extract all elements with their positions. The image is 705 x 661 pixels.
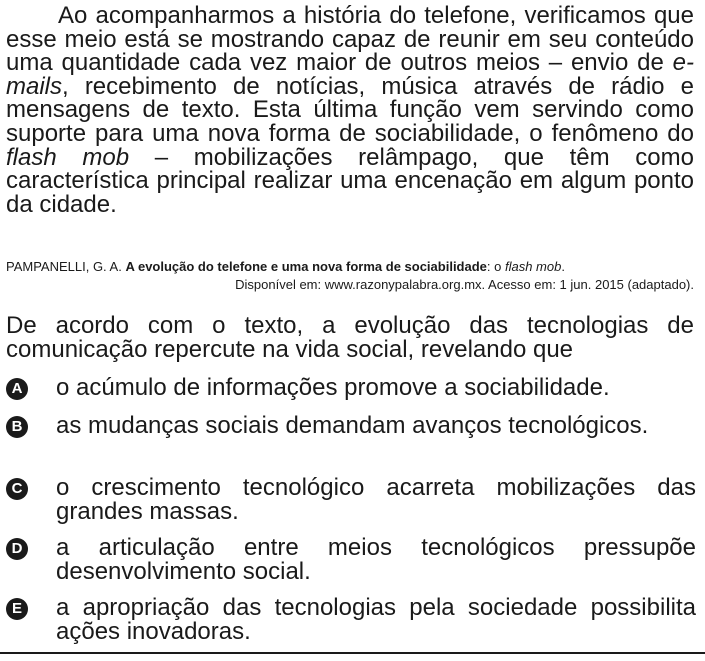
option-e-letter-badge: E — [6, 598, 28, 620]
option-d-text: a articulação entre meios tecnológicos pressupõe desenvolvimento social. — [56, 534, 696, 585]
question-stem: De acordo com o texto, a evolução das tecnologias de comunicação repercute na vida social, revelando que — [6, 312, 694, 363]
passage-part-1: Ao acompanharmos a história do telefone, verificamos que esse meio está se mostrando capaz de reunir em seu conteúdo uma quantidade cada vez maior de outros meios – envio de — [6, 2, 694, 77]
option-c-letter-badge: C — [6, 478, 28, 500]
passage-emails-term: e-mails — [6, 49, 694, 100]
citation-title: A evolução do telefone e uma nova forma de sociabilidade — [125, 259, 487, 274]
passage-flash-mob-term: flash mob — [6, 143, 130, 171]
citation-subtitle-prefix: : o — [486, 259, 505, 274]
passage-part-2: , recebimento de notícias, música através de rádio e mensagens de texto. Esta última função vem servindo como suporte para uma nova forma de sociabilidade, o fenômeno do — [6, 72, 694, 147]
option-a-text: o acúmulo de informações promove a sociabilidade. — [56, 374, 610, 401]
passage-text — [6, 4, 694, 216]
source-citation — [6, 258, 694, 294]
citation-line-1 — [6, 258, 694, 276]
citation-availability: Disponível em: www.razonypalabra.org.mx. Acesso em: 1 jun. 2015 (adaptado). — [235, 277, 694, 292]
option-d-letter-badge: D — [6, 538, 28, 560]
passage-part-3: – mobilizações relâmpago, que têm como característica principal realizar uma encenação em algum ponto da cidade. — [6, 143, 694, 218]
option-a-letter-badge: A — [6, 378, 28, 400]
option-b-text: as mudanças sociais demandam avanços tecnológicos. — [56, 412, 649, 439]
citation-author: PAMPANELLI, G. A. — [6, 259, 126, 274]
citation-subtitle-italic: flash mob — [504, 259, 562, 274]
bottom-divider — [0, 652, 705, 654]
option-e-text: a apropriação das tecnologias pela sociedade possibilita ações inovadoras. — [56, 594, 696, 645]
option-c-text: o crescimento tecnológico acarreta mobilizações das grandes massas. — [56, 474, 696, 525]
option-b-letter-badge: B — [6, 416, 28, 438]
citation-subtitle-end: . — [561, 259, 565, 274]
